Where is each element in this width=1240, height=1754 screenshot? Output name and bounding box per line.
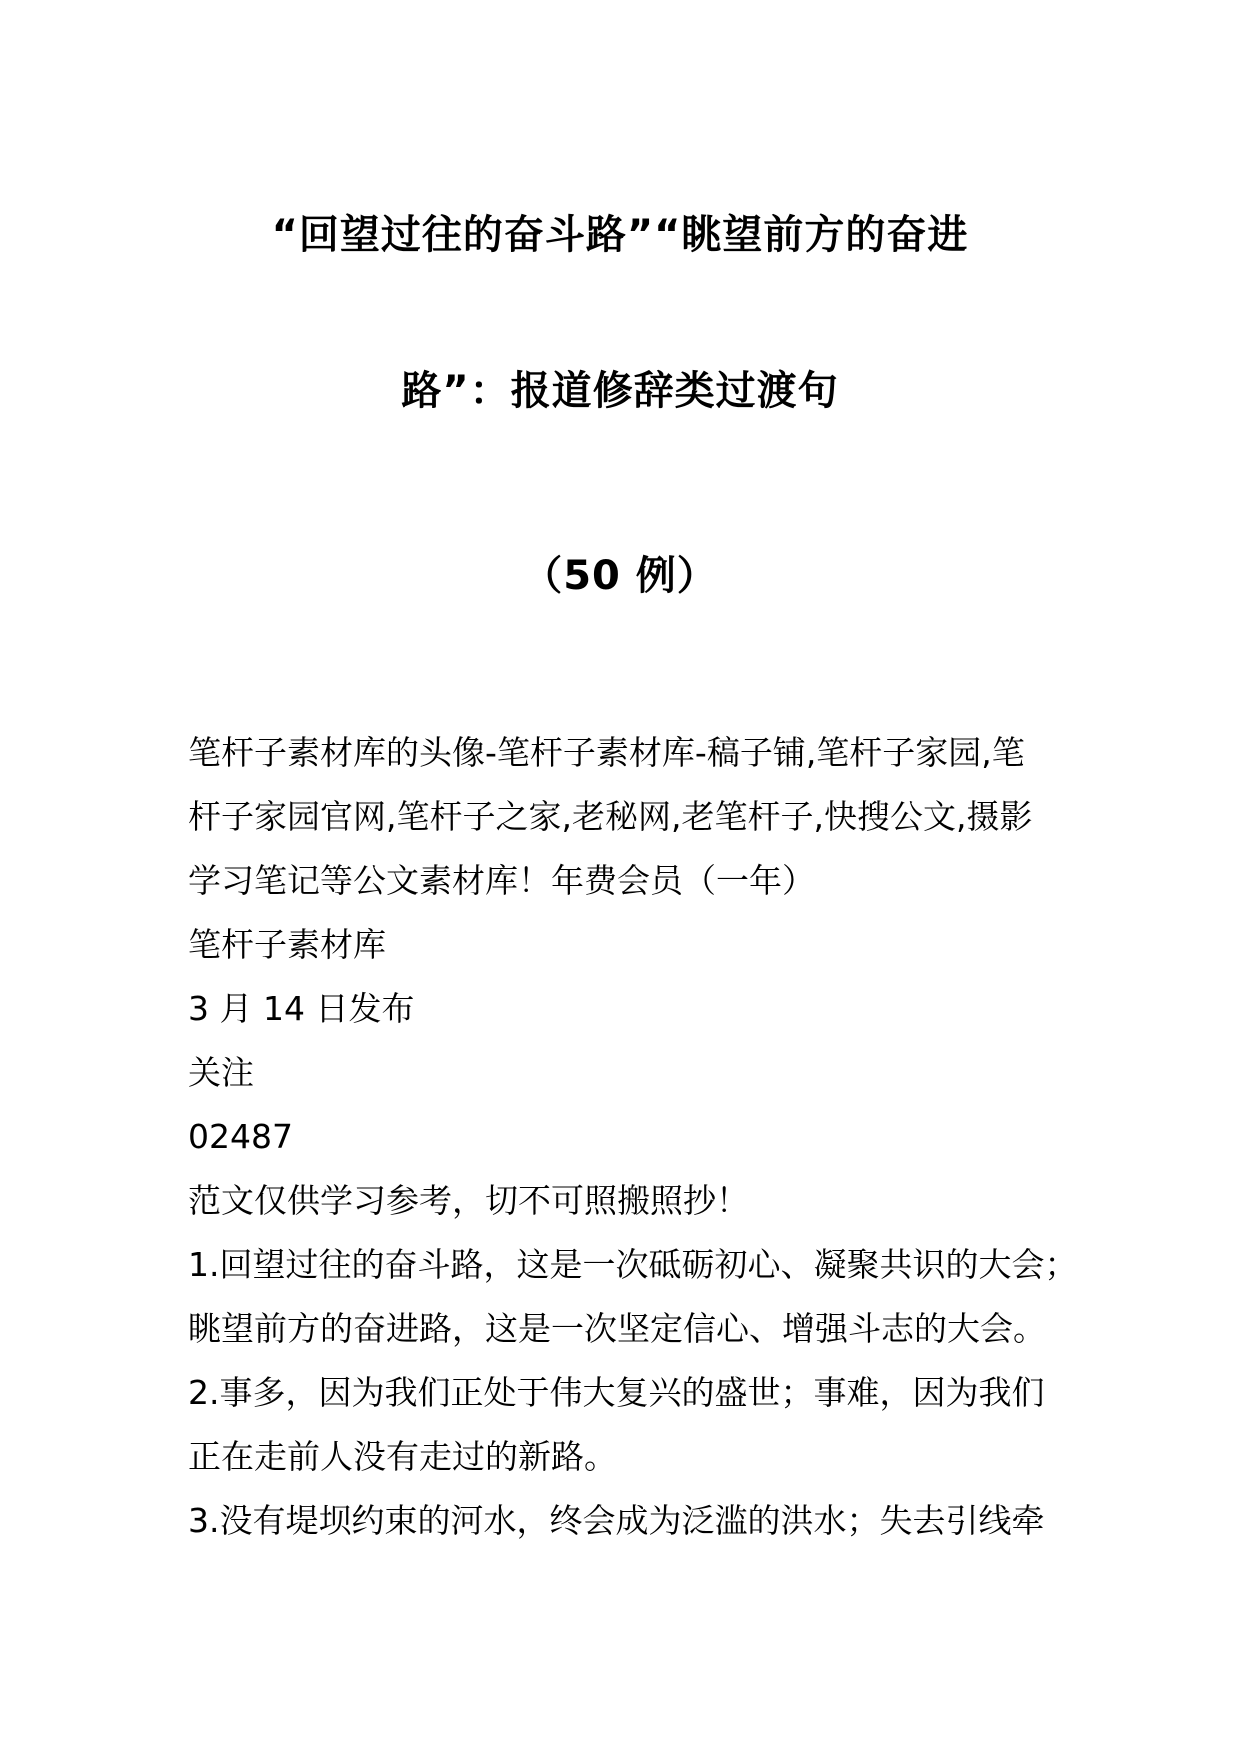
body-line-2: 杆子家园官网,笔杆子之家,老秘网,老笔杆子,快搜公文,摄影 [188, 797, 1033, 836]
document-title-line-1: “回望过往的奋斗路”“眺望前方的奋进 [271, 212, 969, 258]
example-2-line-1: 2.事多，因为我们正处于伟大复兴的盛世；事难，因为我们 [188, 1373, 1045, 1412]
body-line-3: 学习笔记等公文素材库！年费会员（一年） [188, 861, 815, 900]
disclaimer: 范文仅供学习参考，切不可照搬照抄！ [188, 1181, 749, 1220]
example-1-line-2: 眺望前方的奋进路，这是一次坚定信心、增强斗志的大会。 [188, 1309, 1046, 1348]
author-name: 笔杆子素材库 [188, 925, 386, 964]
follow-label: 关注 [188, 1053, 254, 1092]
publish-date: 3 月 14 日发布 [188, 989, 415, 1028]
example-2-line-2: 正在走前人没有走过的新路。 [188, 1437, 617, 1476]
document-title-line-3: （50 例） [522, 553, 718, 599]
example-3-line-1: 3.没有堤坝约束的河水，终会成为泛滥的洪水；失去引线牵 [188, 1501, 1045, 1540]
body-line-1: 笔杆子素材库的头像-笔杆子素材库-稿子铺,笔杆子家园,笔 [188, 733, 1025, 772]
example-1-line-1: 1.回望过往的奋斗路，这是一次砥砺初心、凝聚共识的大会； [188, 1245, 1078, 1284]
view-count: 02487 [188, 1117, 293, 1156]
document-title-line-2: 路”：报道修辞类过渡句 [401, 368, 839, 414]
